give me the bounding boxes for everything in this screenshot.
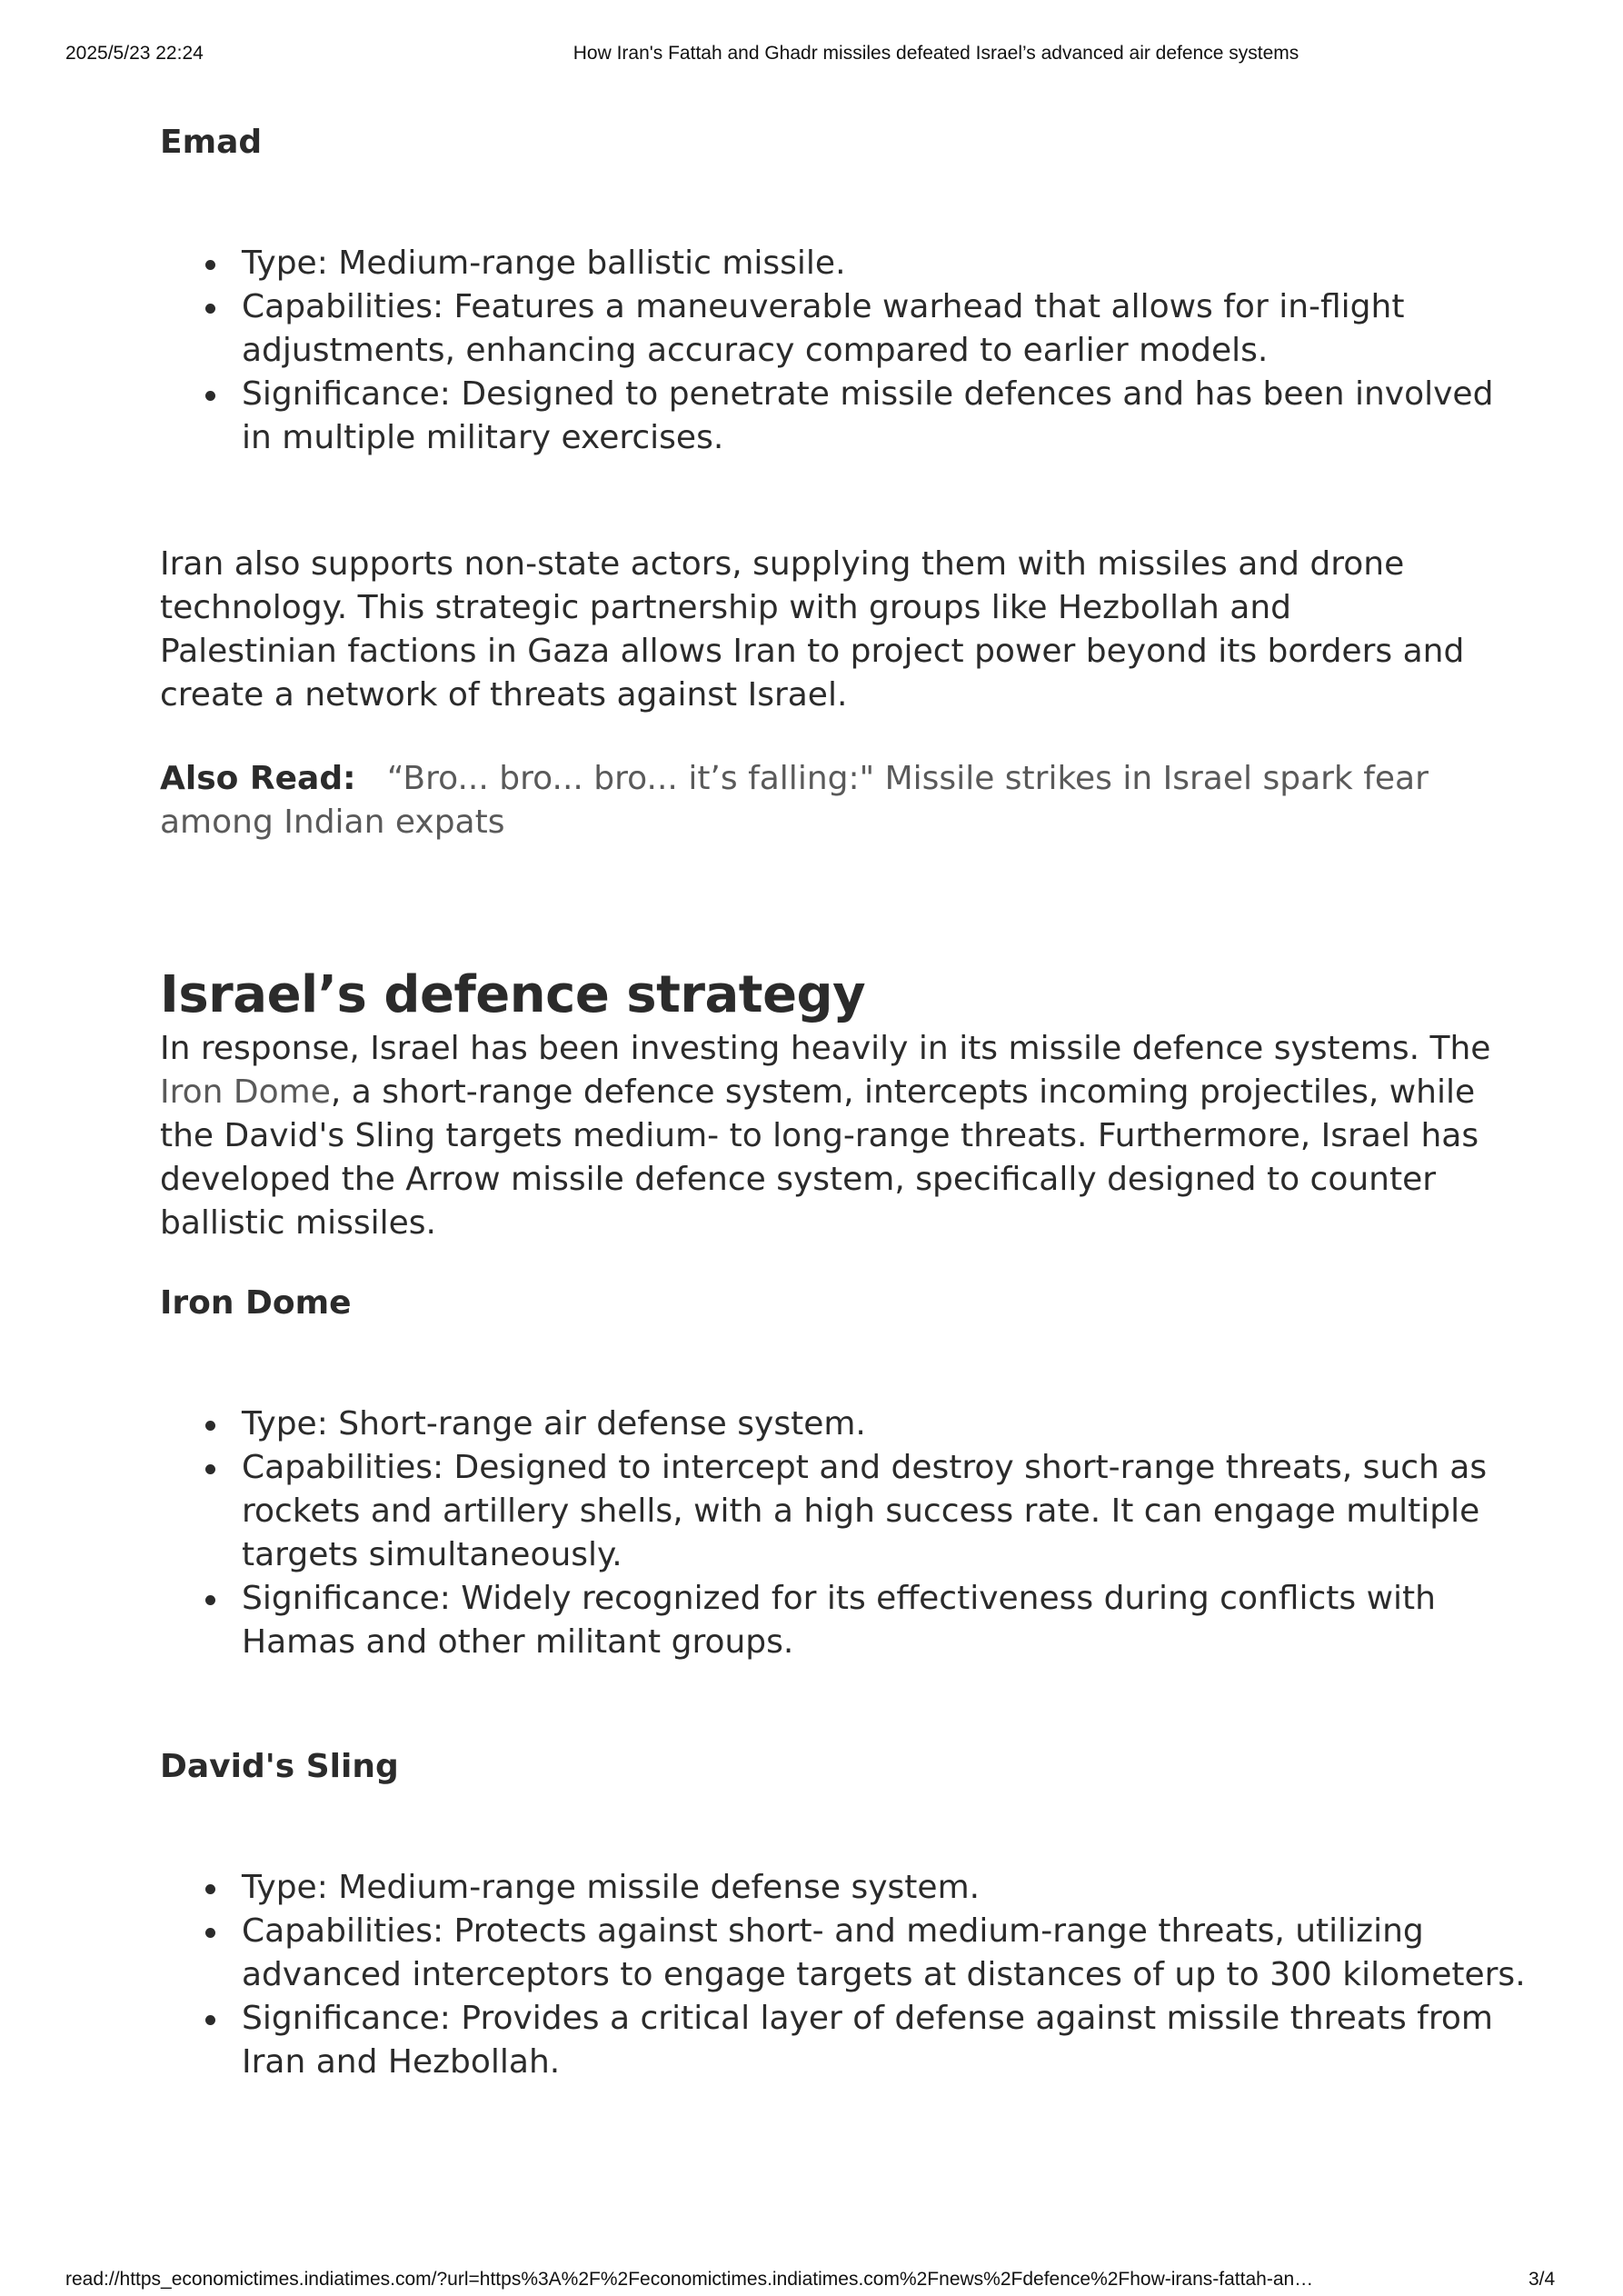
list-item: Capabilities: Protects against short- and medium-range threats, utilizing advanced interceptors to engage targets at distances of up to 300 kilometers. <box>242 1910 1532 1997</box>
list-item: Type: Medium-range ballistic missile. <box>242 242 1532 285</box>
list-item: Capabilities: Designed to intercept and destroy short-range threats, such as rockets and artillery shells, with a high success rate. It can engage multiple targets simultaneously. <box>242 1446 1550 1577</box>
print-header <box>0 43 1623 70</box>
emad-list <box>160 242 1532 460</box>
list-item: Type: Medium-range missile defense system. <box>242 1866 1532 1910</box>
list-item: Significance: Provides a critical layer of defense against missile threats from Iran and Hezbollah. <box>242 1997 1532 2084</box>
list-item: Type: Short-range air defense system. <box>242 1403 1550 1446</box>
iron-dome-link[interactable]: Iron Dome <box>160 1073 331 1111</box>
print-date: 2025/5/23 22:24 <box>65 43 204 64</box>
also-read-link[interactable]: “Bro... bro... bro... it’s falling:" Missile strikes in Israel spark fear among Indian expats <box>160 760 1429 841</box>
emad-heading: Emad <box>160 124 263 161</box>
iron-dome-list <box>160 1403 1550 1664</box>
list-item: Significance: Designed to penetrate missile defences and has been involved in multiple military exercises. <box>242 373 1532 460</box>
defence-strategy-paragraph <box>160 1027 1505 1245</box>
davids-sling-heading: David's Sling <box>160 1748 399 1785</box>
defence-strategy-heading: Israel’s defence strategy <box>160 965 866 1024</box>
list-item: Significance: Widely recognized for its effectiveness during conflicts with Hamas and other militant groups. <box>242 1577 1550 1664</box>
list-item: Capabilities: Features a maneuverable warhead that allows for in-flight adjustments, enhancing accuracy compared to earlier models. <box>242 285 1532 373</box>
print-footer <box>0 2269 1623 2296</box>
davids-sling-list <box>160 1866 1532 2084</box>
paragraph-text: , a short-range defence system, intercepts incoming projectiles, while the David's Sling targets medium- to long-range threats. Furthermore, Israel has developed the Arrow missile defence system, specifically designed to counter ballistic missiles. <box>160 1073 1479 1242</box>
also-read <box>160 757 1432 844</box>
print-url: read://https_economictimes.indiatimes.com/?url=https%3A%2F%2Feconomictimes.indiatimes.com%2Fnews%2Fdefence%2Fhow-irans-fattah-an… <box>65 2269 1314 2290</box>
print-page-title: How Iran's Fattah and Ghadr missiles defeated Israel’s advanced air defence systems <box>573 43 1299 64</box>
page-number: 3/4 <box>1528 2269 1556 2290</box>
proxy-paragraph: Iran also supports non-state actors, supplying them with missiles and drone technology. This strategic partnership with groups like Hezbollah and Palestinian factions in Gaza allows Iran to project power beyond its borders and create a network of threats against Israel. <box>160 545 1465 714</box>
also-read-label: Also Read: <box>160 760 356 797</box>
iron-dome-heading: Iron Dome <box>160 1284 352 1322</box>
paragraph-text: In response, Israel has been investing heavily in its missile defence systems. The <box>160 1030 1491 1067</box>
